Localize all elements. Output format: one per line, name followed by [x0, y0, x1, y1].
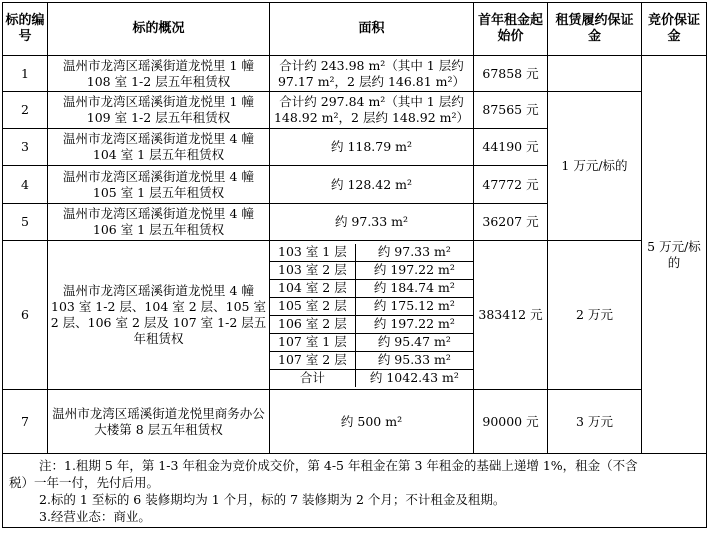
- row-lease-deposit: [548, 56, 642, 92]
- breakdown-room: 107 室 2 层: [270, 351, 355, 369]
- header-row: [3, 3, 707, 56]
- row-no: 2: [3, 92, 48, 129]
- row-area: 约 118.79 m²: [270, 129, 474, 166]
- row-rent: 90000 元: [474, 390, 548, 454]
- note-2: 2.标的 1 至标的 6 装修期均为 1 个月，标的 7 装修期为 2 个月；不计租金及租期。: [39, 492, 506, 507]
- note-3: 3.经营业态：商业。: [39, 509, 151, 524]
- row-rent: 44190 元: [474, 129, 548, 166]
- breakdown-room: 合计: [270, 369, 355, 387]
- header-lease-deposit: 租赁履约保证金: [548, 3, 642, 56]
- breakdown-room: 107 室 1 层: [270, 333, 355, 351]
- breakdown-area: 约 97.33 m²: [355, 244, 473, 262]
- row-no: 4: [3, 166, 48, 204]
- notes: [3, 454, 707, 528]
- note-1-cont: 税）一年一付，先付后用。: [9, 475, 160, 490]
- breakdown-area: 约 197.22 m²: [355, 315, 473, 333]
- row-lease-deposit: 2 万元: [548, 241, 642, 390]
- lease-deposit-1-5: 1 万元/标的: [548, 92, 642, 241]
- breakdown-area: 约 95.47 m²: [355, 333, 473, 351]
- breakdown-area: 约 95.33 m²: [355, 351, 473, 369]
- row-overview: 温州市龙湾区瑶溪街道龙悦里 4 幢 103 室 1-2 层、104 室 2 层、105 室 2 层、106 室 2 层及 107 室 1-2 层五年租赁权: [48, 241, 270, 390]
- row-no: 3: [3, 129, 48, 166]
- breakdown-row: [270, 244, 473, 262]
- breakdown-room: 103 室 2 层: [270, 261, 355, 279]
- breakdown-row: [270, 279, 473, 297]
- row-area: 约 128.42 m²: [270, 166, 474, 204]
- row-overview: 温州市龙湾区瑶溪街道龙悦里 1 幢 108 室 1-2 层五年租赁权: [48, 56, 270, 92]
- row-overview: 温州市龙湾区瑶溪街道龙悦里商务办公大楼第 8 层五年租赁权: [48, 390, 270, 454]
- breakdown-row: [270, 351, 473, 369]
- breakdown-area: 约 1042.43 m²: [355, 369, 473, 387]
- row-no: 6: [3, 241, 48, 390]
- row-overview: 温州市龙湾区瑶溪街道龙悦里 4 幢 105 室 1 层五年租赁权: [48, 166, 270, 204]
- row-overview: 温州市龙湾区瑶溪街道龙悦里 4 幢 106 室 1 层五年租赁权: [48, 204, 270, 241]
- breakdown-row: [270, 333, 473, 351]
- row-no: 5: [3, 204, 48, 241]
- row-rent: 67858 元: [474, 56, 548, 92]
- row-area-breakdown: [270, 241, 474, 390]
- header-no: 标的编号: [3, 3, 48, 56]
- bid-deposit-all: 5 万元/标的: [642, 56, 707, 454]
- header-rent: 首年租金起始价: [474, 3, 548, 56]
- row-area: 约 97.33 m²: [270, 204, 474, 241]
- table-row: [3, 56, 707, 92]
- table-row: [3, 390, 707, 454]
- breakdown-area: 约 184.74 m²: [355, 279, 473, 297]
- row-area: 合计约 243.98 m²（其中 1 层约 97.17 m²，2 层约 146.81 m²）: [270, 56, 474, 92]
- row-rent: 47772 元: [474, 166, 548, 204]
- note-1: 注：1.租期 5 年，第 1-3 年租金为竞价成交价，第 4-5 年租金在第 3 年租金的基础上递增 1%，租金（不含: [39, 458, 638, 473]
- row-area: 约 500 m²: [270, 390, 474, 454]
- area-breakdown-table: [270, 244, 473, 387]
- header-bid-deposit: 竞价保证金: [642, 3, 707, 56]
- breakdown-row: [270, 261, 473, 279]
- table-row: [3, 92, 707, 129]
- breakdown-row: [270, 315, 473, 333]
- lease-table: [2, 2, 707, 528]
- row-overview: 温州市龙湾区瑶溪街道龙悦里 4 幢 104 室 1 层五年租赁权: [48, 129, 270, 166]
- row-rent: 87565 元: [474, 92, 548, 129]
- row-area: 合计约 297.84 m²（其中 1 层约 148.92 m²，2 层约 148.92 m²）: [270, 92, 474, 129]
- breakdown-row: [270, 369, 473, 387]
- breakdown-area: 约 175.12 m²: [355, 297, 473, 315]
- row-rent: 383412 元: [474, 241, 548, 390]
- table-row: [3, 241, 707, 390]
- row-no: 1: [3, 56, 48, 92]
- header-overview: 标的概况: [48, 3, 270, 56]
- breakdown-room: 105 室 2 层: [270, 297, 355, 315]
- header-area: 面积: [270, 3, 474, 56]
- row-lease-deposit: 3 万元: [548, 390, 642, 454]
- breakdown-row: [270, 297, 473, 315]
- breakdown-room: 104 室 2 层: [270, 279, 355, 297]
- row-rent: 36207 元: [474, 204, 548, 241]
- row-overview: 温州市龙湾区瑶溪街道龙悦里 1 幢 109 室 1-2 层五年租赁权: [48, 92, 270, 129]
- notes-row: [3, 454, 707, 528]
- breakdown-room: 103 室 1 层: [270, 244, 355, 262]
- breakdown-area: 约 197.22 m²: [355, 261, 473, 279]
- breakdown-room: 106 室 2 层: [270, 315, 355, 333]
- row-no: 7: [3, 390, 48, 454]
